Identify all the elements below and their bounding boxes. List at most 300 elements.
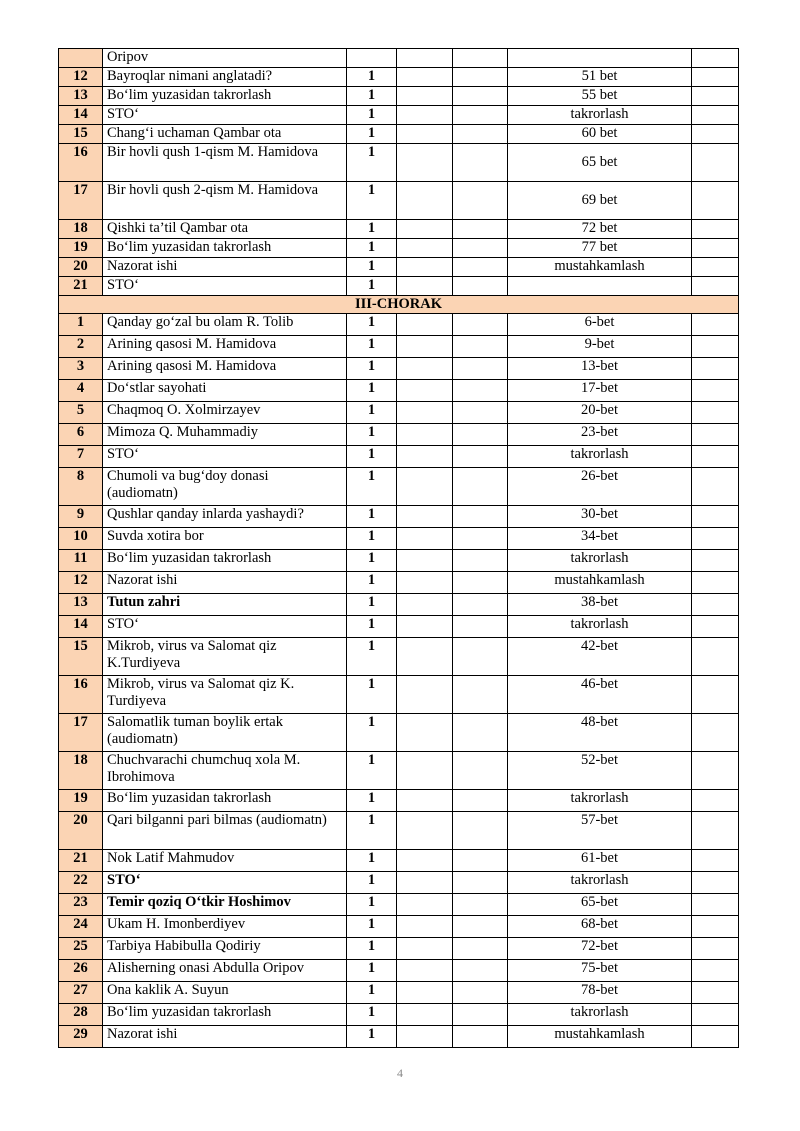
row-topic: Mikrob, virus va Salomat qiz K.Turdiyeva [103, 638, 347, 676]
table-row [59, 277, 739, 296]
table-row [59, 638, 739, 676]
row-blank-cell [453, 982, 508, 1004]
row-blank-cell [453, 239, 508, 258]
row-blank-cell [453, 220, 508, 239]
row-number: 15 [59, 638, 103, 676]
row-blank-cell [692, 239, 739, 258]
table-row [59, 894, 739, 916]
table-row [59, 87, 739, 106]
row-blank-cell [397, 358, 453, 380]
row-number: 3 [59, 358, 103, 380]
row-blank-cell [692, 402, 739, 424]
row-blank-cell [397, 314, 453, 336]
row-blank-cell [692, 220, 739, 239]
row-topic: Bir hovli qush 1-qism M. Hamidova [103, 144, 347, 182]
row-blank-cell [692, 125, 739, 144]
row-blank-cell [692, 752, 739, 790]
row-blank-cell [397, 468, 453, 506]
row-topic: Qanday go‘zal bu olam R. Tolib [103, 314, 347, 336]
row-hours [347, 49, 397, 68]
row-blank-cell [453, 528, 508, 550]
table-row [59, 1004, 739, 1026]
table-row [59, 144, 739, 182]
row-blank-cell [692, 812, 739, 850]
row-topic: Bo‘lim yuzasidan takrorlash [103, 87, 347, 106]
row-blank-cell [453, 752, 508, 790]
row-number: 28 [59, 1004, 103, 1026]
row-topic: Suvda xotira bor [103, 528, 347, 550]
row-number: 21 [59, 850, 103, 872]
row-page: 69 bet [508, 182, 692, 220]
row-blank-cell [692, 314, 739, 336]
row-blank-cell [397, 572, 453, 594]
row-blank-cell [397, 182, 453, 220]
row-hours: 1 [347, 616, 397, 638]
row-hours: 1 [347, 182, 397, 220]
row-blank-cell [453, 1004, 508, 1026]
row-hours: 1 [347, 982, 397, 1004]
row-page: takrorlash [508, 1004, 692, 1026]
row-hours: 1 [347, 239, 397, 258]
row-hours: 1 [347, 594, 397, 616]
row-number: 15 [59, 125, 103, 144]
row-blank-cell [397, 277, 453, 296]
row-blank-cell [397, 87, 453, 106]
row-blank-cell [397, 68, 453, 87]
row-topic: Qari bilganni pari bilmas (audiomatn) [103, 812, 347, 850]
row-blank-cell [397, 446, 453, 468]
row-page: 9-bet [508, 336, 692, 358]
row-number: 18 [59, 220, 103, 239]
table-body-top [59, 49, 739, 296]
row-blank-cell [453, 424, 508, 446]
section-header [59, 296, 739, 314]
row-page: 20-bet [508, 402, 692, 424]
row-blank-cell [692, 468, 739, 506]
row-number: 22 [59, 872, 103, 894]
row-blank-cell [692, 594, 739, 616]
row-blank-cell [692, 916, 739, 938]
row-hours: 1 [347, 1026, 397, 1048]
row-page: 55 bet [508, 87, 692, 106]
row-number: 5 [59, 402, 103, 424]
row-blank-cell [397, 714, 453, 752]
row-hours: 1 [347, 258, 397, 277]
row-blank-cell [692, 850, 739, 872]
row-blank-cell [692, 380, 739, 402]
row-blank-cell [397, 550, 453, 572]
row-blank-cell [397, 380, 453, 402]
table-row [59, 594, 739, 616]
row-topic: Chuchvarachi chumchuq xola M. Ibrohimova [103, 752, 347, 790]
row-blank-cell [453, 314, 508, 336]
table-row [59, 812, 739, 850]
table-row [59, 714, 739, 752]
table-row [59, 358, 739, 380]
row-blank-cell [453, 550, 508, 572]
row-blank-cell [692, 894, 739, 916]
row-blank-cell [692, 1004, 739, 1026]
table-row [59, 1026, 739, 1048]
row-number: 20 [59, 258, 103, 277]
row-topic: Salomatlik tuman boylik ertak (audiomatn) [103, 714, 347, 752]
row-hours: 1 [347, 550, 397, 572]
row-page: 75-bet [508, 960, 692, 982]
row-page: 52-bet [508, 752, 692, 790]
row-topic: Nazorat ishi [103, 258, 347, 277]
row-blank-cell [397, 528, 453, 550]
row-hours: 1 [347, 1004, 397, 1026]
row-page: 46-bet [508, 676, 692, 714]
row-blank-cell [453, 938, 508, 960]
row-blank-cell [453, 380, 508, 402]
row-topic: Do‘stlar sayohati [103, 380, 347, 402]
row-blank-cell [397, 258, 453, 277]
row-topic: Tarbiya Habibulla Qodiriy [103, 938, 347, 960]
row-hours: 1 [347, 752, 397, 790]
row-topic: Arining qasosi M. Hamidova [103, 336, 347, 358]
row-page: 72-bet [508, 938, 692, 960]
row-topic: Oripov [103, 49, 347, 68]
row-blank-cell [692, 446, 739, 468]
row-blank-cell [692, 182, 739, 220]
row-number: 16 [59, 144, 103, 182]
row-number: 17 [59, 182, 103, 220]
row-number: 14 [59, 616, 103, 638]
row-blank-cell [397, 239, 453, 258]
row-number: 2 [59, 336, 103, 358]
row-blank-cell [692, 258, 739, 277]
row-blank-cell [397, 402, 453, 424]
row-number: 11 [59, 550, 103, 572]
table-row [59, 528, 739, 550]
row-blank-cell [453, 916, 508, 938]
table-row [59, 468, 739, 506]
row-page: 51 bet [508, 68, 692, 87]
row-page: 38-bet [508, 594, 692, 616]
row-blank-cell [397, 752, 453, 790]
row-blank-cell [453, 144, 508, 182]
row-blank-cell [453, 594, 508, 616]
row-blank-cell [397, 872, 453, 894]
row-blank-cell [453, 87, 508, 106]
row-page [508, 49, 692, 68]
row-blank-cell [453, 714, 508, 752]
row-blank-cell [397, 616, 453, 638]
row-page: takrorlash [508, 872, 692, 894]
row-blank-cell [692, 550, 739, 572]
row-blank-cell [692, 277, 739, 296]
row-hours: 1 [347, 144, 397, 182]
row-topic: Chang‘i uchaman Qambar ota [103, 125, 347, 144]
row-number: 25 [59, 938, 103, 960]
row-number: 12 [59, 572, 103, 594]
row-hours: 1 [347, 506, 397, 528]
table-row [59, 616, 739, 638]
row-topic: Mimoza Q. Muhammadiy [103, 424, 347, 446]
row-hours: 1 [347, 468, 397, 506]
row-hours: 1 [347, 676, 397, 714]
row-page: 68-bet [508, 916, 692, 938]
row-page: 13-bet [508, 358, 692, 380]
row-topic: Nazorat ishi [103, 572, 347, 594]
table-row [59, 220, 739, 239]
row-blank-cell [453, 446, 508, 468]
row-page: 23-bet [508, 424, 692, 446]
row-blank-cell [397, 894, 453, 916]
row-page: takrorlash [508, 616, 692, 638]
row-blank-cell [692, 506, 739, 528]
table-row [59, 402, 739, 424]
row-number: 1 [59, 314, 103, 336]
row-blank-cell [453, 676, 508, 714]
row-hours: 1 [347, 638, 397, 676]
table-row [59, 850, 739, 872]
row-hours: 1 [347, 938, 397, 960]
row-blank-cell [692, 572, 739, 594]
row-blank-cell [453, 106, 508, 125]
row-blank-cell [453, 402, 508, 424]
table-row [59, 336, 739, 358]
row-blank-cell [453, 872, 508, 894]
row-topic: Tutun zahri [103, 594, 347, 616]
row-hours: 1 [347, 125, 397, 144]
row-blank-cell [397, 982, 453, 1004]
row-blank-cell [397, 506, 453, 528]
row-blank-cell [692, 144, 739, 182]
row-page: mustahkamlash [508, 1026, 692, 1048]
row-page [508, 277, 692, 296]
row-blank-cell [453, 468, 508, 506]
row-topic: Qushlar qanday inlarda yashaydi? [103, 506, 347, 528]
row-hours: 1 [347, 87, 397, 106]
row-hours: 1 [347, 572, 397, 594]
row-page: 48-bet [508, 714, 692, 752]
row-blank-cell [453, 258, 508, 277]
row-blank-cell [397, 916, 453, 938]
row-hours: 1 [347, 402, 397, 424]
row-blank-cell [397, 850, 453, 872]
row-number: 17 [59, 714, 103, 752]
row-blank-cell [692, 424, 739, 446]
table-row [59, 872, 739, 894]
row-hours: 1 [347, 68, 397, 87]
row-topic: Arining qasosi M. Hamidova [103, 358, 347, 380]
row-blank-cell [397, 424, 453, 446]
row-page: takrorlash [508, 106, 692, 125]
row-number: 13 [59, 594, 103, 616]
row-hours: 1 [347, 277, 397, 296]
row-blank-cell [397, 220, 453, 239]
row-number: 10 [59, 528, 103, 550]
section-title: III-CHORAK [59, 296, 739, 314]
row-number: 14 [59, 106, 103, 125]
row-number: 21 [59, 277, 103, 296]
row-blank-cell [397, 125, 453, 144]
row-page: 65-bet [508, 894, 692, 916]
row-topic: Bir hovli qush 2-qism M. Hamidova [103, 182, 347, 220]
row-number: 7 [59, 446, 103, 468]
row-topic: Chumoli va bug‘doy donasi (audiomatn) [103, 468, 347, 506]
row-blank-cell [453, 812, 508, 850]
row-page: mustahkamlash [508, 572, 692, 594]
row-blank-cell [397, 106, 453, 125]
row-blank-cell [397, 790, 453, 812]
row-blank-cell [453, 638, 508, 676]
row-number: 20 [59, 812, 103, 850]
row-hours: 1 [347, 380, 397, 402]
table-row [59, 572, 739, 594]
row-number: 26 [59, 960, 103, 982]
row-hours: 1 [347, 424, 397, 446]
row-page: 17-bet [508, 380, 692, 402]
row-topic: Alisherning onasi Abdulla Oripov [103, 960, 347, 982]
table-row [59, 258, 739, 277]
row-hours: 1 [347, 358, 397, 380]
row-number: 23 [59, 894, 103, 916]
row-topic: STO‘ [103, 277, 347, 296]
row-page: 42-bet [508, 638, 692, 676]
table-body-main [59, 314, 739, 1048]
row-blank-cell [692, 676, 739, 714]
table-row [59, 790, 739, 812]
row-topic: STO‘ [103, 616, 347, 638]
table-row [59, 550, 739, 572]
row-blank-cell [692, 336, 739, 358]
row-page: 60 bet [508, 125, 692, 144]
table-row [59, 676, 739, 714]
row-topic: Mikrob, virus va Salomat qiz K. Turdiyeva [103, 676, 347, 714]
page-number: 4 [397, 1066, 403, 1080]
row-blank-cell [397, 144, 453, 182]
row-topic: STO‘ [103, 872, 347, 894]
row-hours: 1 [347, 314, 397, 336]
row-blank-cell [453, 616, 508, 638]
row-blank-cell [397, 676, 453, 714]
row-number [59, 49, 103, 68]
table-row [59, 938, 739, 960]
row-number: 8 [59, 468, 103, 506]
table-row [59, 424, 739, 446]
row-topic: Bo‘lim yuzasidan takrorlash [103, 1004, 347, 1026]
row-topic: Bo‘lim yuzasidan takrorlash [103, 239, 347, 258]
table-row [59, 960, 739, 982]
row-hours: 1 [347, 960, 397, 982]
table-row [59, 182, 739, 220]
row-page: 6-bet [508, 314, 692, 336]
row-blank-cell [692, 872, 739, 894]
row-hours: 1 [347, 872, 397, 894]
row-page: 72 bet [508, 220, 692, 239]
row-page: 77 bet [508, 239, 692, 258]
row-blank-cell [692, 960, 739, 982]
row-blank-cell [397, 49, 453, 68]
row-topic: STO‘ [103, 446, 347, 468]
row-blank-cell [692, 68, 739, 87]
row-blank-cell [397, 812, 453, 850]
row-hours: 1 [347, 916, 397, 938]
row-blank-cell [453, 894, 508, 916]
row-blank-cell [692, 49, 739, 68]
row-blank-cell [692, 358, 739, 380]
table-row [59, 68, 739, 87]
row-number: 19 [59, 790, 103, 812]
row-topic: Ona kaklik A. Suyun [103, 982, 347, 1004]
row-page: takrorlash [508, 446, 692, 468]
row-blank-cell [692, 638, 739, 676]
row-number: 27 [59, 982, 103, 1004]
row-blank-cell [453, 277, 508, 296]
row-blank-cell [692, 714, 739, 752]
row-number: 19 [59, 239, 103, 258]
row-blank-cell [397, 960, 453, 982]
row-number: 9 [59, 506, 103, 528]
row-topic: Nazorat ishi [103, 1026, 347, 1048]
row-number: 12 [59, 68, 103, 87]
row-blank-cell [453, 358, 508, 380]
row-blank-cell [453, 68, 508, 87]
lesson-plan-table [58, 48, 739, 1048]
table-row [59, 752, 739, 790]
row-number: 29 [59, 1026, 103, 1048]
row-topic: Bo‘lim yuzasidan takrorlash [103, 550, 347, 572]
row-topic: Qishki ta’til Qambar ota [103, 220, 347, 239]
row-page: 34-bet [508, 528, 692, 550]
row-blank-cell [692, 616, 739, 638]
table-row [59, 106, 739, 125]
table-row [59, 506, 739, 528]
row-hours: 1 [347, 812, 397, 850]
row-topic: Nok Latif Mahmudov [103, 850, 347, 872]
row-hours: 1 [347, 106, 397, 125]
row-number: 24 [59, 916, 103, 938]
row-hours: 1 [347, 336, 397, 358]
row-hours: 1 [347, 528, 397, 550]
row-hours: 1 [347, 850, 397, 872]
row-topic: Chaqmoq O. Xolmirzayev [103, 402, 347, 424]
row-blank-cell [692, 87, 739, 106]
row-topic: Bo‘lim yuzasidan takrorlash [103, 790, 347, 812]
row-blank-cell [453, 125, 508, 144]
row-topic: STO‘ [103, 106, 347, 125]
table-row [59, 446, 739, 468]
row-topic: Bayroqlar nimani anglatadi? [103, 68, 347, 87]
row-blank-cell [453, 1026, 508, 1048]
row-blank-cell [397, 1004, 453, 1026]
row-blank-cell [453, 850, 508, 872]
row-page: 57-bet [508, 812, 692, 850]
table-row [59, 916, 739, 938]
row-blank-cell [453, 49, 508, 68]
row-hours: 1 [347, 790, 397, 812]
row-page: 61-bet [508, 850, 692, 872]
row-number: 16 [59, 676, 103, 714]
row-blank-cell [692, 938, 739, 960]
row-blank-cell [397, 938, 453, 960]
table-row [59, 49, 739, 68]
section-row [59, 296, 739, 314]
row-hours: 1 [347, 894, 397, 916]
row-blank-cell [453, 960, 508, 982]
table-row [59, 125, 739, 144]
row-blank-cell [692, 982, 739, 1004]
row-page: 26-bet [508, 468, 692, 506]
row-blank-cell [453, 790, 508, 812]
row-page: takrorlash [508, 790, 692, 812]
row-blank-cell [453, 336, 508, 358]
row-blank-cell [692, 528, 739, 550]
row-page: takrorlash [508, 550, 692, 572]
